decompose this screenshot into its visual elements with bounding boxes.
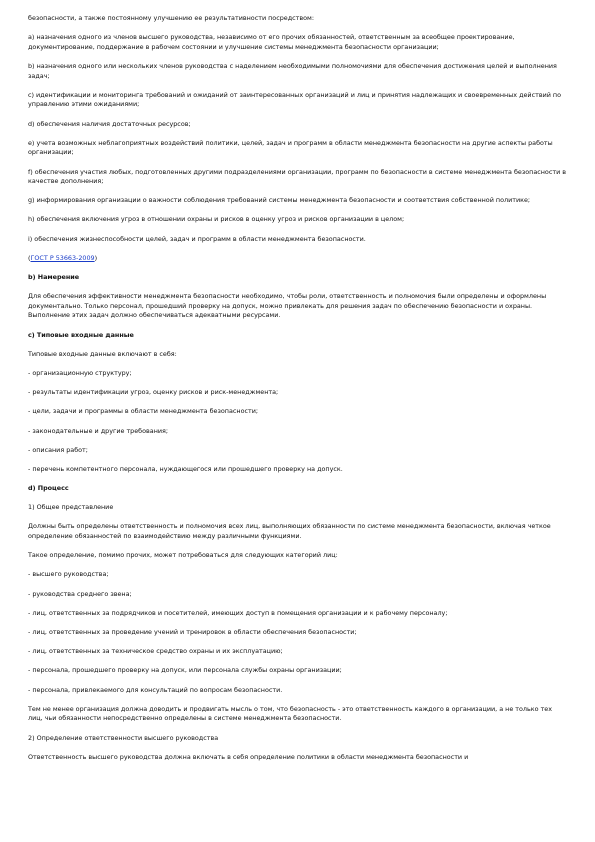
list-item-contractors: - лиц, ответственных за подрядчиков и посетителей, имеющих доступ в помещения организации и к рабочему персоналу; [28, 608, 448, 617]
list-item-org-structure: - организационную структуру; [28, 368, 132, 377]
list-item-e: e) учета возможных неблагоприятных воздействий политики, целей, задач и программ в области менеджмента безопасности на другие аспекты работы организации; [28, 138, 553, 157]
subheading-top-management-responsibility: 2) Определение ответственности высшего руководства [28, 733, 219, 742]
paragraph-intent: Для обеспечения эффективности менеджмента безопасности необходимо, чтобы роли, ответственность и полномочия были определены и оформлены документально. Только персонал, прошедший проверку на допуск, можно привлекать для решения задач по обеспечению безопасности и охраны. Выполнение этих задач должно обеспечиваться адекватными ресурсами. [28, 292, 547, 320]
list-item-legal-requirements: - законодательные и другие требования; [28, 426, 169, 435]
paragraph-inputs-intro: Типовые входные данные включают в себя: [28, 349, 177, 358]
section-heading-process: d) Процесс [28, 484, 69, 493]
paragraph-top-management-responsibility: Ответственность высшего руководства должна включать в себя определение политики в области менеджмента безопасности и [28, 752, 469, 761]
list-item-exercises: - лиц, ответственных за проведение учений и тренировок в области обеспечения безопасности; [28, 628, 357, 636]
section-heading-typical-inputs: c) Типовые входные данные [28, 330, 134, 339]
list-item-competent-staff: - перечень компетентного персонала, нуждающегося или прошедшего проверку на допуск. [28, 464, 343, 473]
paragraph-categories-intro: Такое определение, помимо прочих, может потребоваться для следующих категорий лиц: [28, 551, 338, 560]
document-page [28, 14, 568, 772]
list-item-goals: - цели, задачи и программы в области менеджмента безопасности; [28, 407, 259, 416]
section-heading-intent: b) Намерение [28, 273, 80, 282]
list-item-technical-security: - лиц, ответственных за техническое средство охраны и их эксплуатацию; [28, 647, 283, 656]
list-item-i: i) обеспечения жизнеспособности целей, задач и программ в области менеджмента безопасности. [28, 234, 366, 243]
list-item-job-descriptions: - описания работ; [28, 445, 88, 454]
reference-line [28, 254, 568, 264]
paragraph-responsibilities: Должны быть определены ответственность и полномочия всех лиц, выполняющих обязанности по системе менеджмента безопасности, включая четкое определение обязанностей по взаимодействию между различными функциями. [28, 522, 551, 541]
paragraph-shared-responsibility: Тем не менее организация должна доводить и продвигать мысль о том, что безопасность - это ответственность каждого в организации, а не только тех лиц, чьи обязанности непосредственно определены в системе менеджмента безопасности. [28, 704, 553, 723]
list-item-consultation-personnel: - персонала, привлекаемого для консультаций по вопросам безопасности. [28, 685, 283, 694]
reference-close-paren: ) [94, 253, 98, 262]
subheading-general-overview: 1) Общее представление [28, 503, 114, 512]
list-item-a: a) назначения одного из членов высшего руководства, независимо от его прочих обязанностей, ответственным за всеобщее проектирование, документирование, поддержание в рабочем состоянии и улучшение системы менеджмента безопасности организации; [28, 33, 515, 51]
list-item-middle-management: - руководства среднего звена; [28, 589, 132, 598]
list-item-b: b) назначения одного или нескольких членов руководства с наделением необходимыми полномочиями для обеспечения достижения целей и выполнения задач; [28, 61, 557, 80]
list-item-d: d) обеспечения наличия достаточных ресурсов; [28, 119, 191, 128]
paragraph-intro-continuation: безопасности, а также постоянному улучшению ее результативности посредством: [28, 14, 315, 22]
list-item-threat-results: - результаты идентификации угроз, оценку рисков и риск-менеджмента; [28, 388, 279, 397]
list-item-f: f) обеспечения участия любых, подготовленных другими подразделениями организации, программ по безопасности в системе менеджмента безопасности в качестве дополнения; [28, 167, 567, 186]
list-item-top-management: - высшего руководства; [28, 570, 109, 579]
reference-open-paren: ( [28, 253, 31, 262]
list-item-g: g) информирования организации о важности соблюдения требований системы менеджмента безопасности и соответствия собственной политике; [28, 196, 531, 205]
list-item-c: c) идентификации и мониторинга требований и ожиданий от заинтересованных организаций и лиц и принятия надлежащих и своевременных действий по управлению этими ожиданиями; [28, 90, 562, 109]
list-item-h: h) обеспечения включения угроз в отношении охраны и рисков в оценку угроз и рисков организации в целом; [28, 215, 405, 224]
gost-reference-link[interactable]: ГОСТ Р 53663-2009 [30, 253, 95, 262]
list-item-cleared-personnel: - персонала, прошедшего проверку на допуск, или персонала службы охраны организации; [28, 666, 342, 675]
